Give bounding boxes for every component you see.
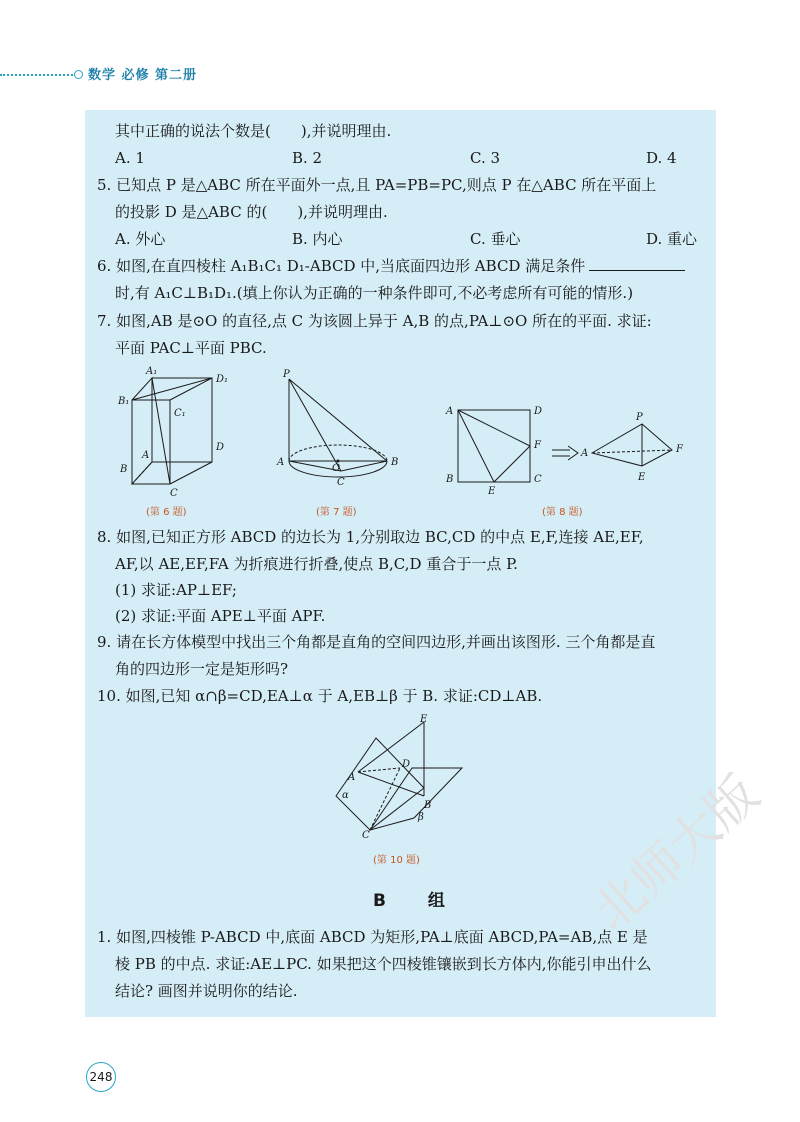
fig8-label-E: E xyxy=(488,486,496,497)
fig6-label-C1: C₁ xyxy=(174,408,186,419)
fig6-label-C: C xyxy=(170,488,178,499)
figure-8-caption: (第 8 题) xyxy=(542,507,583,518)
q6-line2: 时,有 A₁C⊥B₁D₁.(填上你认为正确的一种条件即可,不必考虑所有可能的情形.) xyxy=(115,284,634,302)
q6-line1 xyxy=(97,256,685,276)
figure-8-square-folding xyxy=(440,400,710,500)
fig10-label-D: D xyxy=(402,759,411,770)
fig6-label-A1: A₁ xyxy=(146,366,158,377)
q5-option-b: B. 内心 xyxy=(292,230,343,248)
fig8-label-F-folded: F xyxy=(676,444,683,455)
q5-option-d: D. 重心 xyxy=(646,230,698,248)
q5-line2: 的投影 D 是△ABC 的( ),并说明理由. xyxy=(115,203,388,221)
section-heading-b: B 组 xyxy=(373,891,463,911)
q6-text: 6. 如图,在直四棱柱 A₁B₁C₁ D₁-ABCD 中,当底面四边形 ABCD 满足条件 xyxy=(97,257,586,275)
fig8-label-B: B xyxy=(446,474,454,485)
figure-7-caption: (第 7 题) xyxy=(316,507,357,518)
b1-line2: 棱 PB 的中点. 求证:AE⊥PC. 如果把这个四棱锥镶嵌到长方体内,你能引申出什么 xyxy=(115,955,652,973)
fig7-label-P: P xyxy=(283,369,290,380)
fig10-label-C: C xyxy=(362,830,370,841)
fig7-label-A: A xyxy=(277,457,285,468)
q5-line1: 5. 已知点 P 是△ABC 所在平面外一点,且 PA=PB=PC,则点 P 在△ABC 所在平面上 xyxy=(97,176,657,194)
fig7-label-B: B xyxy=(391,457,399,468)
fig6-label-D: D xyxy=(216,442,225,453)
fig6-label-A: A xyxy=(142,450,150,461)
q8-line1: 8. 如图,已知正方形 ABCD 的边长为 1,分别取边 BC,CD 的中点 E,F,连接 AE,EF, xyxy=(97,528,644,546)
header-dotted-line xyxy=(0,74,76,76)
fig8-label-F: F xyxy=(534,440,541,451)
b1-line1: 1. 如图,四棱锥 P-ABCD 中,底面 ABCD 为矩形,PA⊥底面 ABCD,PA=AB,点 E 是 xyxy=(97,928,648,946)
fig8-label-A-folded: A xyxy=(581,448,589,459)
q10-line: 10. 如图,已知 α∩β=CD,EA⊥α 于 A,EB⊥β 于 B. 求证:CD⊥AB. xyxy=(97,687,543,705)
fig10-label-beta: β xyxy=(418,812,424,823)
q5-option-a: A. 外心 xyxy=(115,230,166,248)
fig8-label-D: D xyxy=(534,406,543,417)
fig6-label-B: B xyxy=(120,464,128,475)
q4-option-c: C. 3 xyxy=(470,149,501,167)
fig6-label-D1: D₁ xyxy=(216,374,229,385)
q4-tail: 其中正确的说法个数是( ),并说明理由. xyxy=(115,122,392,140)
q4-option-a: A. 1 xyxy=(115,149,145,167)
q8-part2: (2) 求证:平面 APE⊥平面 APF. xyxy=(115,607,326,625)
publisher-watermark: 北师大版 xyxy=(582,764,770,942)
fig10-label-B: B xyxy=(424,800,432,811)
figure-10-planes xyxy=(330,712,470,842)
figure-7-circle-pyramid xyxy=(275,365,405,495)
fig8-label-P: P xyxy=(636,412,643,423)
fig10-label-alpha: α xyxy=(342,790,349,801)
header-bullet xyxy=(74,70,83,79)
q4-option-d: D. 4 xyxy=(646,149,677,167)
figure-6-prism xyxy=(110,360,240,500)
figure-10-caption: (第 10 题) xyxy=(373,855,420,866)
fig8-label-A: A xyxy=(446,406,454,417)
page-number: 248 xyxy=(86,1062,116,1092)
q7-line1: 7. 如图,AB 是⊙O 的直径,点 C 为该圆上异于 A,B 的点,PA⊥⊙O 所在的平面. 求证: xyxy=(97,312,652,330)
q5-option-c: C. 垂心 xyxy=(470,230,521,248)
answer-blank xyxy=(589,256,685,271)
fig10-label-A: A xyxy=(348,772,356,783)
fig6-label-B1: B₁ xyxy=(118,396,130,407)
q9-line2: 角的四边形一定是矩形吗? xyxy=(115,660,289,678)
fig7-label-O: O xyxy=(332,463,341,474)
fig10-label-E: E xyxy=(420,714,428,725)
q7-line2: 平面 PAC⊥平面 PBC. xyxy=(115,339,267,357)
q8-line2: AF,以 AE,EF,FA 为折痕进行折叠,使点 B,C,D 重合于一点 P. xyxy=(115,555,518,573)
figure-6-caption: (第 6 题) xyxy=(146,507,187,518)
page-header-title: 数学 必修 第二册 xyxy=(88,68,198,83)
q9-line1: 9. 请在长方体模型中找出三个角都是直角的空间四边形,并画出该图形. 三个角都是直 xyxy=(97,633,656,651)
fig8-label-E-folded: E xyxy=(638,472,646,483)
fig7-label-C: C xyxy=(337,477,345,488)
q8-part1: (1) 求证:AP⊥EF; xyxy=(115,581,237,599)
b1-line3: 结论? 画图并说明你的结论. xyxy=(115,982,298,1000)
fig8-label-C: C xyxy=(534,474,542,485)
q4-option-b: B. 2 xyxy=(292,149,323,167)
